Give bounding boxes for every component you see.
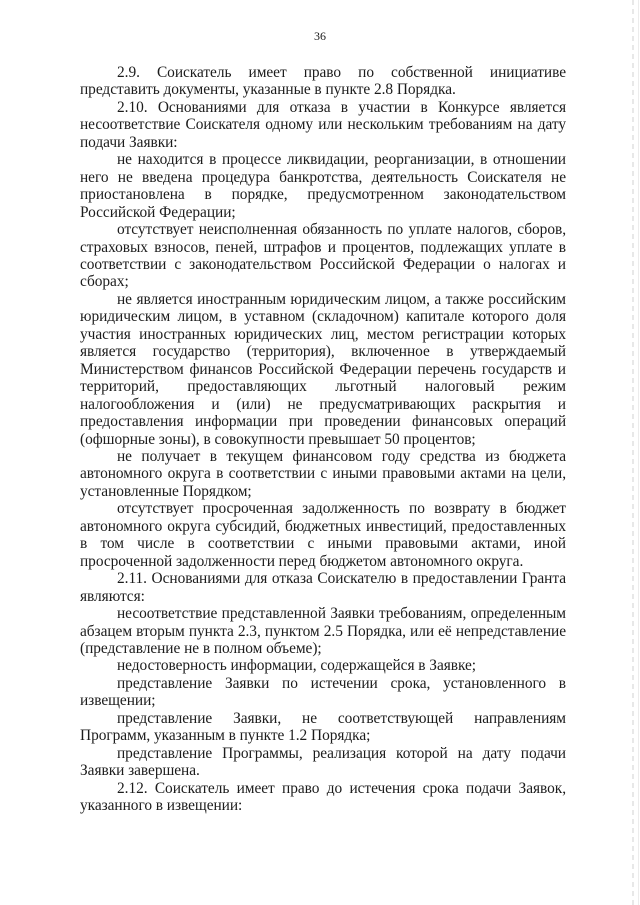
paragraph-refusal-noncompliance: несоответствие представленной Заявки требованиям, определенным абзацем вторым пункта 2.3, пунктом 2.5 Порядка, или её непредставление (представление не в полном объеме); — [80, 605, 566, 657]
paragraph-requirement-liquidation: не находится в процессе ликвидации, реорганизации, в отношении него не введена процедура банкротства, деятельность Соискателя не приостановлена в порядке, предусмотренном законодательством Российской Федерации; — [80, 151, 566, 221]
paragraph-requirement-taxes: отсутствует неисполненная обязанность по уплате налогов, сборов, страховых взносов, пеней, штрафов и процентов, подлежащих уплате в соответствии с законодательством Российской Федерации о налогах и сборах; — [80, 221, 566, 291]
paragraph-refusal-unreliable-info: недостоверность информации, содержащейся в Заявке; — [117, 657, 477, 675]
paragraph-refusal-late-submission: представление Заявки по истечении срока, установленного в извещении; — [80, 674, 566, 710]
scan-edge-line — [638, 0, 639, 905]
paragraph-refusal-wrong-direction: представление Заявки, не соответствующей направлениям Программ, указанным в пункте 1.2 Порядка; — [80, 709, 566, 745]
paragraph-2-10: 2.10. Основаниями для отказа в участии в Конкурсе является несоответствие Соискателя одному или нескольким требованиям на дату подачи Заявки: — [80, 98, 566, 151]
paragraph-requirement-budget-funds: не получает в текущем финансовом году средства из бюджета автономного округа в соответствии с иными правовыми актами на цели, установленные Порядком; — [80, 447, 566, 500]
paragraph-requirement-foreign-entity: не является иностранным юридическим лицом, а также российским юридическим лицом, в уставном (складочном) капитале которого доля участия иностранных юридических лиц, местом регистрации которых является государство (территория), включенное в утверждаемый Министерством финансов Российской Федерации перечень государств и территорий, предоставляющих льготный налоговый режим налогообложения и (или) не предусматривающих раскрытия и предоставления информации при проведении финансовых операций (офшорные зоны), в совокупности превышает 50 процентов; — [80, 290, 566, 448]
paragraph-2-9: 2.9. Соискатель имеет право по собственной инициативе представить документы, указанные в пункте 2.8 Порядка. — [80, 64, 566, 99]
paragraph-2-11: 2.11. Основаниями для отказа Соискателю в предоставлении Гранта являются: — [80, 570, 566, 605]
paragraph-refusal-completed-program: представление Программы, реализация которой на дату подачи Заявки завершена. — [80, 744, 566, 780]
page-number: 36 — [314, 29, 326, 43]
scan-edge-mark — [632, 0, 634, 905]
paragraph-2-12: 2.12. Соискатель имеет право до истечения срока подачи Заявок, указанного в извещении: — [80, 779, 566, 815]
paragraph-requirement-overdue-debt: отсутствует просроченная задолженность по возврату в бюджет автономного округа субсидий, бюджетных инвестиций, предоставленных в том числе в соответствии с иными правовыми актами, иной просроченной задолженности перед бюджетом автономного округа. — [80, 500, 566, 570]
document-body — [80, 64, 566, 814]
